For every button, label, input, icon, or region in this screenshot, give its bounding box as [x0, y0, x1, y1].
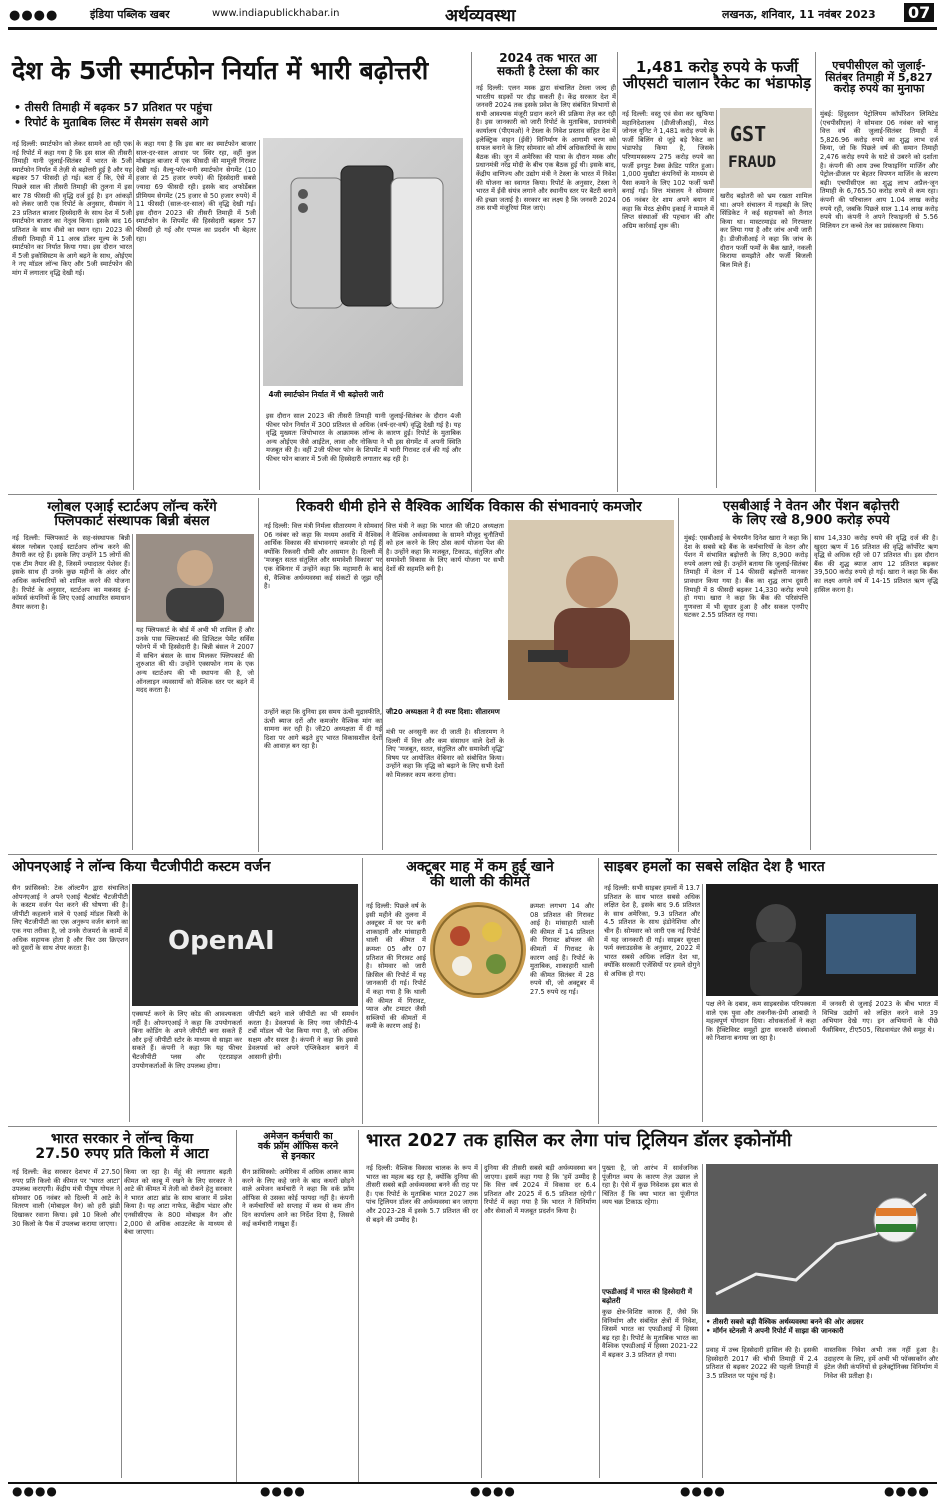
story2-headline-line1: 2024 तक भारत आ: [499, 51, 597, 65]
story7-body-col2: साथ 14,330 करोड़ रुपये की वृद्धि दर्ज की है। खुदरा ऋण में 16 प्रतिशत की वृद्धि कॉर्पोरेट ऋण वृद्धि से अधिक रही जो 07 प्रतिशत थी। इस दौरान बैंक की शुद्ध ब्याज आय 12 प्रतिशत बढ़कर 39,500 करोड़ रुपये हो गई। खारा ने कहा कि बैंक का लक्ष्य अगले वर्ष में 14-15 प्रतिशत ऋण वृद्धि हासिल करना है।: [814, 534, 938, 594]
story5-body-col1: नई दिल्ली: फ्लिपकार्ट के सह-संस्थापक बिन्नी बंसल ग्लोबल एआई स्टार्टअप लॉन्च करने की तैयारी कर रहे हैं। इसके लिए उन्होंने 15 लोगों की एक टीम तैयार की है, जिसमें ज्यादातर पेशेवर हैं। इसके साथ ही उनके कुछ महीनों के अंदर और अधिक कर्मचारियों को शामिल करने की योजना है। रिपोर्ट के अनुसार, स्टार्टअप का मकसद ई-कॉमर्स कंपनियों के लिए एआई आधारित समाधान तैयार करना है।: [12, 534, 130, 611]
footer-dots-3: ●●●●: [470, 1484, 516, 1498]
story8-headline: ओपनएआई ने लॉन्च किया चैटजीपीटी कस्टम वर्जन: [12, 859, 271, 875]
story11-body-col2: किया जा रहा है। मेंहूं की लगातार बढ़ती कीमत को काबू में रखने के लिए सरकार ने आटे की कीमत में तेजी को रोकने हेतु सरकार ने भारत आटा ब्रांड के साथ बाजार में प्रवेश किया है। यह आटा नाफेड, केंद्रीय भंडार और एनसीसीएफ के 800 मोबाइल वैन और 2,000 से अधिक आउटलेट के माध्यम से बेचा जाएगा।: [124, 1168, 232, 1237]
footer-dots-4: ●●●●: [680, 1484, 726, 1498]
story4-headline-line1: एचपीसीएल को जुलाई-: [832, 59, 926, 72]
bullet-item: • तीसरी तिमाही में बढ़कर 57 प्रतिशत पर पहुंचा: [14, 101, 212, 114]
thali-photo: [430, 902, 526, 998]
gst-photo-text: GST: [730, 122, 767, 146]
story5-body-col2: यह फ्लिपकार्ट के बोर्ड में अभी भी शामिल हैं और उनके पास फ्लिपकार्ट की डिजिटल पेमेंट सर्विस फोनपे में भी हिस्सेदारी है। बिन्नी बंसल ने 2007 में सचिन बंसल के साथ मिलकर फ्लिपकार्ट की शुरुआत की थी। उन्होंने एक्सफोन नाम के एक अन्य स्टार्टअप की भी स्थापना की है, जो ऑनलाइन व्यवसायों को वैश्विक स्तर पर बढ़ने में मदद करता है।: [136, 626, 254, 695]
paper-name: इंडिया पब्लिक खबर: [90, 8, 170, 21]
story9-body-col1: नई दिल्ली: पिछले वर्ष के इसी महीने की तुलना में अक्टूबर में घर पर बनी शाकाहारी और मांसाहारी थाली की कीमत में क्रमशः 05 और 07 प्रतिशत की गिरावट आई है। सोमवार को जारी क्रिसिल की रिपोर्ट में यह जानकारी दी गई। रिपोर्ट में कहा गया है कि थाली की कीमत में गिरावट, प्याज और टमाटर जैसी सब्जियों की कीमतों में कमी के कारण आई है।: [366, 902, 426, 1031]
story6-body-col3: उन्होंने कहा कि दुनिया इस समय ऊंची मुद्रास्फीति, ऊंची ब्याज दरों और कमजोर वैश्विक मांग का सामना कर रही है। जी20 अध्यक्षता में दी गई दिशा पर आगे बढ़ते हुए भारत विकासशील देशों की आवाज़ बन रहा है।: [264, 708, 382, 751]
hacker-silhouette-icon: [706, 884, 938, 996]
openai-logo-text: OpenAI: [168, 926, 275, 956]
section-title: अर्थव्यवस्था: [445, 6, 516, 26]
story1-body-col3: इस दौरान साल 2023 की तीसरी तिमाही यानी जुलाई-सितंबर के दौरान 4जी फीचर फोन निर्यात में 300 प्रतिशत से अधिक (वर्ष-दर-वर्ष) वृद्धि देखी गई है। यह वृद्धि मुख्यतः जियोभारत के आक्रामक लॉन्च के कारण हुई। रिपोर्ट के मुताबिक अन्य ओईएम जैसे आईटेल, लावा और नोकिया ने भी इस सेगमेंट में अपनी स्थिति मजबूत की है। वहीं 2जी फीचर फोन के शिपमेंट में भारी गिरावट दर्ज की गई और फीचर फोन बाजार में 5जी की हिस्सेदारी लगातार बढ़ रही है।: [266, 412, 461, 463]
story12-headline: [242, 1132, 354, 1162]
hacker-photo: [706, 884, 938, 996]
smartphone-illustration: [263, 138, 463, 386]
bullet-item: • मॉर्गन स्टेनली ने अपनी रिपोर्ट में साझा की जानकारी: [706, 1327, 844, 1335]
binny-bansal-photo: [136, 534, 254, 622]
masthead-rule: [8, 27, 937, 30]
story13-body-col3: पुख्ता है, जो आरंभ में सार्वजनिक पूंजीगत व्यय के कारण तेज़ उछाल ले रहा है। ऐसे में कुछ निवेशक इस बात से चिंतित हैं कि क्या भारत का पूंजीगत व्यय चक्र टिकाऊ रहेगा।: [602, 1164, 698, 1207]
story5-headline-line2: फ्लिपकार्ट संस्थापक बिन्नी बंसल: [54, 513, 210, 530]
story1-body-col2: के कहा गया है कि इस बार का स्मार्टफोन बाजार साल-दर-साल आधार पर स्थिर रहा, वहीं कुल मोबाइल बाजार में एक फीसदी की मामूली गिरावट देखी गई। वैल्यू-फॉर-मनी स्मार्टफोन सेगमेंट (10 हजार से 25 हजार रुपये) की हिस्सेदारी सबसे ज्यादा 69 फीसदी रही। इसके बाद अफोर्डेबल प्रीमियम सेगमेंट (25 हजार से 50 हजार रुपये) में 11 फीसदी (साल-दर-साल) की वृद्धि देखी गई। इस दौरान 2023 की तीसरी तिमाही में 5जी स्मार्टफोन के शिपमेंट की हिस्सेदारी बढ़कर 57 फीसदी हो गई और एप्पल का प्रदर्शन भी बेहतर रहा।: [136, 140, 256, 243]
gst-fraud-photo: [720, 108, 812, 188]
story7-body-col1: मुंबई: एसबीआई के चेयरमैन दिनेश खारा ने कहा कि देश के सबसे बड़े बैंक के कर्मचारियों के वेतन और पेंशन में संभावित बढ़ोत्तरी के लिए 8,900 करोड़ रुपये अलग रखे हैं। उन्होंने बताया कि जुलाई-सितंबर तिमाही में वेतन में 14 फीसदी बढ़ोत्तरी मानकर प्रावधान किया गया है। बैंक का शुद्ध लाभ दूसरी तिमाही में 8 फीसदी बढ़कर 14,330 करोड़ रुपये हो गया। खारा ने कहा कि बैंक की परिसंपत्ति गुणवत्ता में भी सुधार हुआ है और सकल एनपीए घटकर 2.55 प्रतिशत रह गया।: [684, 534, 808, 620]
story13-caption: [706, 1318, 938, 1336]
story10-body-col2: पक्ष लेने के दबाव, कम साइबरसेक परिपक्वता वाले एक युवा और तकनीक-प्रेमी आबादी ने महत्वपूर्ण योगदान दिया। शोधकर्ताओं ने कहा कि हैक्टिविस्ट समूहों द्वारा सरकारी संस्थाओं को निशाना बनाया जा रहा है।: [706, 1000, 816, 1043]
story13-body-col6: वास्तविक निवेश अभी तक नहीं हुआ है। उदाहरण के लिए, हमें अभी भी फॉक्सकॉन और इंटेल जैसी कंपनियों से इलेक्ट्रॉनिक्स विनिर्माण में निवेश की प्रतीक्षा है।: [824, 1346, 938, 1380]
story13-subhead: एफडीआई में भारत की हिस्सेदारी में बढ़ोतरी: [602, 1288, 693, 1305]
footer-dots-1: ●●●●: [12, 1484, 58, 1498]
sitharaman-photo: [508, 520, 674, 700]
story1-body-col1: नई दिल्ली: स्मार्टफोन को लेकर सामने आ रही एक नई रिपोर्ट में कहा गया है कि इस साल की तीसरी तिमाही यानी जुलाई-सितंबर में भारत के 5जी स्मार्टफोन निर्यात में तेज़ी से बढ़ोत्तरी हुई है और यह बढ़कर 57 फीसदी हो गई। बता दें कि, ऐसे में पिछले साल की तीसरी तिमाही की तुलना में इस बार 78 फीसदी की वृद्धि दर्ज हुई है। इन आंकड़ों को लेकर जारी एक रिपोर्ट के अनुसार, सैमसंग ने 23 प्रतिशत बाजार हिस्सेदारी के साथ देश में 5जी स्मार्टफोन बाजार का नेतृत्व किया। इसके बाद 16 प्रतिशत के साथ वीवो का स्थान रहा। 2023 की तीसरी तिमाही में 11 अरब डॉलर मूल्य के 5जी स्मार्टफोन का निर्यात किया गया। इस दौरान भारत में 5जी इकोसिस्टम के आगे बढ़ने के साथ, ओईएम ने नए मॉडल लॉन्च किए और 5जी स्मार्टफोन की मांग में लगातार वृद्धि देखी गई।: [12, 140, 132, 277]
story9-headline-line2: की थाली की कीमतें: [430, 873, 530, 890]
story3-body-col1: नई दिल्ली: वस्तु एवं सेवा कर खुफिया महानिदेशालय (डीजीजीआई), मेरठ जोनल यूनिट ने 1,481 करोड़ रुपये के फर्जी बिलिंग से जुड़े बड़े रैकेट का भंडाफोड़ किया है, जिसके परिणामस्वरूप 275 करोड़ रुपये का फर्जी इनपुट टैक्स क्रेडिट पारित हुआ। 1,000 मुखौटा कंपनियों के माध्यम से पैसा कमाने के लिए 102 फर्जी फर्मों बनाई गईं। वित्त मंत्रालय ने सोमवार 06 नवंबर देर शाम अपने बयान में कहा कि मेरठ क्षेत्रीय इकाई ने मामले में लिप्त संस्थाओं की पहचान की और अग्रिम कार्रवाई शुरू की।: [622, 110, 714, 230]
story11-headline: [12, 1132, 232, 1161]
dateline: लखनऊ, शनिवार, 11 नवंबर 2023: [722, 8, 876, 21]
story8-body-col2: एक्सपर्ट करने के लिए कोड की आवश्यकता नहीं है। ओपनएआई ने कहा कि उपयोगकर्ता बिना कोडिंग के अपने जीपीटी बना सकते हैं और इन्हें जीपीटी स्टोर के माध्यम से साझा कर सकते हैं। कंपनी ने कहा कि यह फीचर चैटजीपीटी प्लस और एंटरप्राइज उपयोगकर्ताओं के लिए उपलब्ध होगा।: [132, 1010, 242, 1070]
story2-body: नई दिल्ली: एलन मस्क द्वारा संचालित टेस्ला जल्द ही भारतीय सड़कों पर दौड़ सकती है। केंद्र सरकार देश में जनवरी 2024 तक इसके प्रवेश के लिए संबंधित विभागों से सभी आवश्यक मंजूरी प्रदान करने की प्रक्रिया तेज़ कर रही है। इस जानकारी को जारी रिपोर्ट के मुताबिक, प्रधानमंत्री कार्यालय (पीएमओ) ने टेस्ला के निवेश प्रस्ताव संहित देश में इलेक्ट्रिक वाहन (ईवी) विनिर्माण के आगामी चरण को सफल बनाने के लिए सोमवार को शीर्ष अधिकारियों के साथ बैठक की। जून में अमेरिका की यात्रा के दौरान मस्क और प्रधानमंत्री नरेंद्र मोदी के बीच एक बैठक हुई थी। इसके बाद, केंद्रीय वाणिज्य और उद्योग मंत्री ने टेस्ला के भारत में निवेश की योजना का स्वागत किया। रिपोर्ट के अनुसार, टेस्ला ने भारत में ईवी संयंत्र लगाने और स्थानीय स्तर पर बैटरी बनाने की इच्छा जताई है। सरकार का लक्ष्य है कि जनवरी 2024 तक सभी मंजूरियां मिल जाएं।: [476, 84, 616, 213]
story11-body-col1: नई दिल्ली: केंद्र सरकार देशभर में 27.50 रुपए प्रति किलो की कीमत पर 'भारत आटा' उपलब्ध कराएगी। केंद्रीय मंत्री पीयूष गोयल ने सोमवार 06 नवंबर को दिल्ली में आटे के वितरण वाली (मोबाइल वैन) को हरी झंडी दिखाकर रवाना किया। इसे 10 किलो और 30 किलो के पैक में उपलब्ध कराया जाएगा।: [12, 1168, 120, 1228]
footer-dots-2: ●●●●: [260, 1484, 306, 1498]
story6-subhead: जी20 अध्यक्षता ने दी स्पष्ट दिशा: सीतारमण: [386, 708, 500, 716]
story7-headline: [684, 500, 938, 527]
footer-dots-5: ●●●●: [884, 1484, 930, 1498]
story1-bullets: [14, 100, 464, 130]
story9-headline: [366, 860, 594, 889]
story5-headline: [12, 500, 252, 528]
story2-headline-line2: सकती है टेस्ला की कार: [497, 63, 599, 78]
story8-body-col1: सैन फ्रांसिस्को: टेक ऑल्टमैन द्वारा संचालित ओपनएआई ने अपने एआई चैटबॉट चैटजीपीटी के कस्टम वर्जन पेश करने की घोषणा की है। जीपीटी कहलाने वाले ये एआई मॉडल किसी के लिए चैटजीपीटी का एक अनुरूप वर्जन बनाने का एक नया तरीका है, जो उनके रोजमर्रा के कामों में अधिक सहायक होता है और फिर उस क्रिएशन को दूसरों के साथ शेयर करता है।: [12, 884, 128, 953]
story11-headline-line2: 27.50 रुपए प्रति किलो में आटा: [35, 1145, 209, 1162]
story3-body-col2: खरीद बढ़ोतरी को भ्रम रखता शामिल था। अपने संचालन में गड़बड़ी के लिए सिंडिकेट ने कई सहायकों को तैनात किया था। मास्टरमाइंड को गिरफ्तार कर लिया गया है और जांच अभी जारी है। डीजीजीआई ने कहा कि जांच के दौरान फर्जी फर्मों के बैंक खाते, नकली किराया समझौते और फर्जी बिजली बिल मिले हैं।: [720, 192, 812, 269]
story12-headline-line1: अमेजन कर्मचारी का: [263, 1131, 333, 1142]
story7-headline-line1: एसबीआई ने वेतन और पेंशन बढ़ोत्तरी: [723, 499, 899, 514]
story6-body-col1: नई दिल्ली: वित्त मंत्री निर्मला सीतारमण ने सोमवार 06 नवंबर को कहा कि मध्यम अवधि में वैश्विक आर्थिक विकास की संभावनाएं कमजोर हो गई हैं क्योंकि रिकवरी धीमी और असमान है। दिल्ली में 'मजबूत सतत संतुलित और समावेशी विकास' पर एक वेबिनार में उन्होंने कहा कि महामारी के बाद से, वैश्विक अर्थव्यवस्था कई संकटों से जूझ रही है।: [264, 522, 382, 591]
story9-body-col2: क्रमशः लगभग 14 और 08 प्रतिशत की गिरावट आई है। मांसाहारी थाली की कीमत में 14 प्रतिशत की गिरावट ब्रॉयलर की कीमतों में गिरावट के कारण आई है। रिपोर्ट के मुताबिक, शाकाहारी थाली की कीमत सितंबर में 28 रुपये थी, जो अक्टूबर में 27.5 रुपये रह गई।: [530, 902, 594, 996]
economy-photo: [706, 1164, 938, 1314]
story3-headline-line1: 1,481 करोड़ रुपये के फर्जी: [635, 58, 799, 76]
phones-photo: [263, 138, 463, 386]
page-number: 07: [904, 3, 934, 22]
story11-headline-line1: भारत सरकार ने लॉन्च किया: [50, 1131, 194, 1147]
story4-body: मुंबई: हिंदुस्तान पेट्रोलियम कॉर्पोरेशन लिमिटेड (एचपीसीएल) ने सोमवार 06 नवंबर को चालू वित्त वर्ष की जुलाई-सितंबर तिमाही में 5,826.96 करोड़ रुपये का शुद्ध लाभ दर्ज किया, जो कि पिछले वर्ष की समान तिमाही 2,476 करोड़ रुपये के घाटे से उबरने को दर्शाता है। कंपनी की आय उच्च रिफाइनिंग मार्जिन और पेट्रोल-डीजल पर बेहतर विपणन मार्जिन के कारण बढ़ी। एचपीसीएल का शुद्ध लाभ अप्रैल-जून तिमाही के 6,765.50 करोड़ रुपये से कम रहा। कंपनी की परिचालन आय 1.04 लाख करोड़ रुपये रही, जबकि पिछले साल 1.14 लाख करोड़ रुपये थी। कंपनी ने अपने रिफाइनरी से 5.56 मिलियन टन कच्चे तेल का प्रसंस्करण किया।: [820, 110, 938, 230]
story12-headline-line3: से इनकार: [281, 1150, 315, 1162]
story4-headline-line3: करोड़ रुपये का मुनाफा: [833, 82, 925, 96]
corner-dots-left: ●●●●: [9, 8, 59, 23]
speaker-portrait-icon: [508, 520, 674, 700]
story10-headline: साइबर हमलों का सबसे लक्षित देश है भारत: [604, 859, 825, 875]
story9-headline-line1: अक्टूबर माह में कम हुई खाने: [406, 859, 554, 875]
story4-headline: [820, 60, 938, 95]
thali-plate-icon: [430, 902, 526, 998]
story2-headline: [478, 52, 618, 77]
story6-body-col4: मंत्री पर अनसुनी कर दी जाती है। सीतारमण ने दिल्ली में वित्त और कम संसाधन वाले देशों के लिए 'मजबूत, सतत, संतुलित और समावेशी वृद्धि' विषय पर आयोजित वेबिनार को संबोधित किया। उन्होंने कहा कि वृद्धि को बढ़ाने के लिए सभी देशों को मिलकर काम करना होगा।: [386, 728, 504, 779]
story1-headline: देश के 5जी स्मार्टफोन निर्यात में भारी बढ़ोत्तरी: [12, 56, 429, 85]
story8-body-col3: जीपीटी बदने वाले जीपीटी का भी समर्थन करता है। डेवलपर्स के लिए नया जीपीटी-4 टर्बो मॉडल भी पेश किया गया है, जो अधिक सक्षम और सस्ता है। कंपनी ने कहा कि इससे डेवलपर्स को अपने एप्लिकेशन बनाने में आसानी होगी।: [248, 1010, 358, 1061]
story1-caption: 4जी स्मार्टफोन निर्यात में भी बढ़ोत्तरी जारी: [268, 390, 384, 399]
rising-graph-icon: [706, 1164, 938, 1314]
story13-body-col2: दुनिया की तीसरी सबसे बड़ी अर्थव्यवस्था बन जाएगा। इसमें कहा गया है कि 'हमें उम्मीद है कि वित्त वर्ष 2024 में विकास दर 6.4 प्रतिशत और 2025 में 6.5 प्रतिशत रहेगी।' रिपोर्ट में कहा गया है कि भारत ने विनिर्माण और सेवाओं में मजबूत प्रदर्शन किया है।: [484, 1164, 596, 1215]
story5-headline-line1: ग्लोबल एआई स्टार्टअप लॉन्च करेंगे: [47, 499, 217, 515]
bullet-item: • रिपोर्ट के मुताबिक लिस्ट में सैमसंग सबसे आगे: [14, 116, 209, 129]
story13-body-col5: प्रवाह में उच्च हिस्सेदारी हासिल की है। इसकी हिस्सेदारी 2017 की चौथी तिमाही में 2.4 प्रतिशत से बढ़कर 2022 की पहली तिमाही में 3.5 प्रतिशत पर पहुंच गई है।: [706, 1346, 818, 1380]
story12-headline-line2: वर्क फ्रॉम ऑफिस करने: [257, 1140, 339, 1152]
story7-headline-line2: के लिए रखे 8,900 करोड़ रुपये: [732, 512, 890, 528]
story13-body-col4: कुछ क्षेत्र-विशिष्ट कारक हैं, जैसे कि विनिर्माण और संबंधित क्षेत्रों में निवेश, जिसमें भारत का एफडीआई में हिस्सा बढ़ रहा है। रिपोर्ट के मुताबिक भारत का वैश्विक एफडीआई में हिस्सा 2021-22 में बढ़कर 3.3 प्रतिशत हो गया।: [602, 1308, 698, 1359]
story12-body: सैन फ्रांसिस्को: अमेरिका में अधिक आकर काम करने के लिए कहे जाने के बाद कथरों छोड़ने वाले अमेजन कर्मचारी ने कहा कि वर्क फ्रॉम ऑफिस से उसका कोई फायदा नहीं है। कंपनी ने कर्मचारियों को सप्ताह में कम से कम तीन दिन कार्यालय आने का निर्देश दिया है, जिससे कई कर्मचारी नाखुश हैं।: [242, 1168, 354, 1228]
story6-headline: रिकवरी धीमी होने से वैश्विक आर्थिक विकास की संभावनाएं कमजोर: [296, 499, 642, 515]
story13-body-col1: नई दिल्ली: वैश्विक विकास चालक के रूप में भारत का महत्व बढ़ रहा है, क्योंकि दुनिया की तीसरी सबसे बड़ी अर्थव्यवस्था बनने की राह पर है। एक रिपोर्ट के मुताबिक भारत 2027 तक पांच ट्रिलियन डॉलर की अर्थव्यवस्था बन जाएगा और 2023-28 में इसके 5.7 प्रतिशत की दर से बढ़ने की उम्मीद है।: [366, 1164, 478, 1224]
story13-headline: भारत 2027 तक हासिल कर लेगा पांच ट्रिलियन डॉलर इकोनॉमी: [366, 1130, 792, 1151]
story10-body-col1: नई दिल्ली: सभी साइबर हमलों में 13.7 प्रतिशत के साथ भारत सबसे अधिक लक्षित देश है, इसके बाद 9.6 प्रतिशत के साथ अमेरिका, 9.3 प्रतिशत और 4.5 प्रतिशत के साथ इंडोनेशिया और चीन हैं। सोमवार को जारी एक नई रिपोर्ट में यह जानकारी दी गई। साइबर सुरक्षा फर्म क्लाउडसेक के अनुसार, 2022 में भारत सबसे अधिक लक्षित देश था, क्योंकि सरकारी एजेंसियों पर हमले दोगुने से अधिक हो गए।: [604, 884, 700, 978]
website-url[interactable]: www.indiapublickhabar.in: [212, 8, 340, 19]
story3-headline-line2: जीएसटी चालान रैकेट का भंडाफोड़: [622, 73, 812, 92]
story10-body-col3: में जनवरी से जुलाई 2023 के बीच भारत में विभिन्न उद्योगों को लक्षित करने वाले 39 अभियान देखे गए। इन अभियानों के पीछे फैंसीबियर, टीए505, सिडवायंडर जैसे समूह थे।: [822, 1000, 938, 1034]
openai-photo: [132, 884, 358, 1006]
story3-headline: [622, 60, 812, 92]
story6-body-col2: वित्त मंत्री ने कहा कि भारत की जी20 अध्यक्षता ने वैश्विक अर्थव्यवस्था के सामने मौजूद चुनौतियों को हल करने के लिए ठोस कार्य योजना पेश की है। उन्होंने कहा कि मजबूत, टिकाऊ, संतुलित और समावेशी विकास के लिए कार्य योजना पर सभी देशों की सहमति बनी है।: [386, 522, 504, 573]
bullet-item: • तीसरी सबसे बड़ी वैश्विक अर्थव्यवस्था बनने की ओर अग्रसर: [706, 1318, 864, 1326]
story4-headline-line2: सितंबर तिमाही में 5,827: [825, 70, 933, 84]
fraud-photo-text: FRAUD: [728, 152, 777, 171]
person-portrait-icon: [136, 534, 254, 622]
masthead: [0, 0, 945, 46]
